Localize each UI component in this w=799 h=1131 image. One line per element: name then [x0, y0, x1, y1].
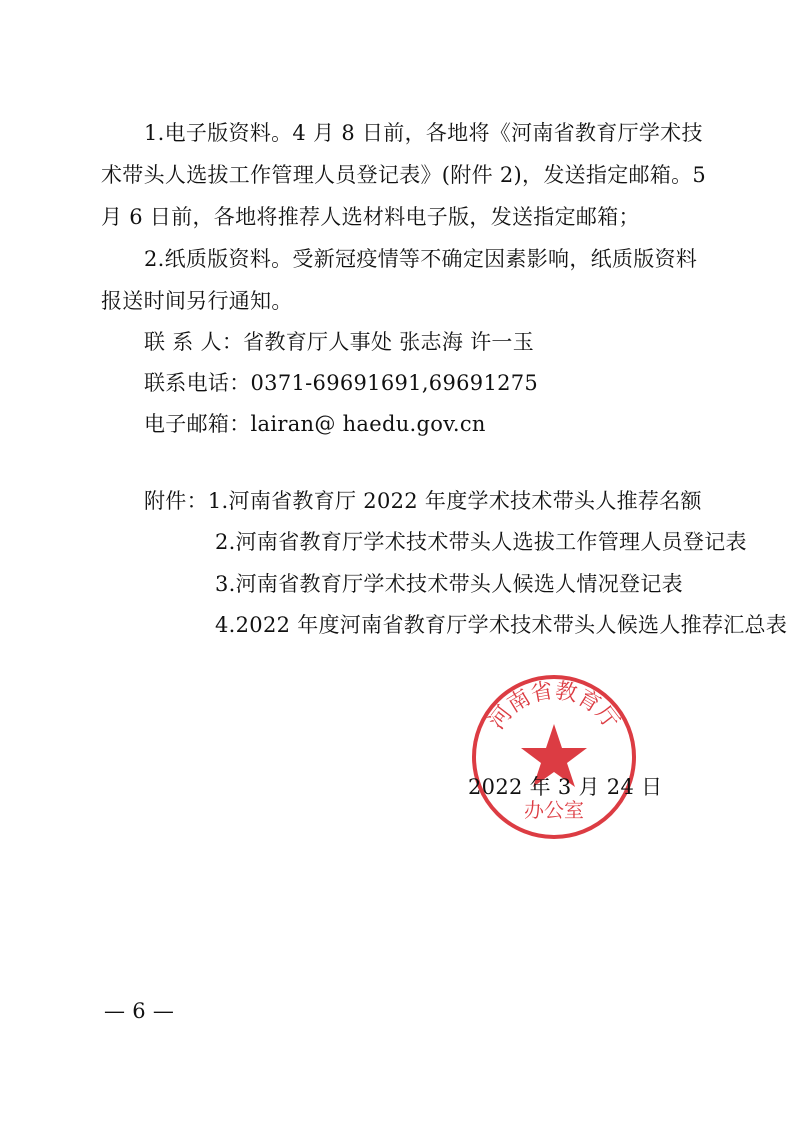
contact-phone: 联系电话：0371-69691691,69691275 [144, 371, 539, 395]
paragraph-2-line-2: 报送时间另行通知。 [101, 289, 293, 313]
attachment-item-1: 附件：1.河南省教育厅 2022 年度学术技术带头人推荐名额 [144, 489, 702, 513]
seal-bottom-text: 办公室 [524, 798, 584, 822]
page-number: — 6 — [104, 999, 175, 1023]
contact-email: 电子邮箱：lairan@ haedu.gov.cn [144, 412, 486, 436]
paragraph-1-line-3: 月 6 日前，各地将推荐人选材料电子版，发送指定邮箱； [101, 205, 640, 229]
paragraph-2-line-1: 2.纸质版资料。受新冠疫情等不确定因素影响，纸质版资料 [144, 247, 698, 271]
attachment-item-4: 4.2022 年度河南省教育厅学术技术带头人候选人推荐汇总表 [215, 613, 788, 637]
document-date: 2022 年 3 月 24 日 [468, 775, 663, 799]
paragraph-1-line-1: 1.电子版资料。4 月 8 日前，各地将《河南省教育厅学术技 [144, 121, 703, 145]
seal-arc-text: 河南省教育厅 [484, 678, 624, 735]
paragraph-1-line-2: 术带头人选拔工作管理人员登记表》(附件 2)，发送指定邮箱。5 [101, 163, 707, 187]
attachment-item-2: 2.河南省教育厅学术技术带头人选拔工作管理人员登记表 [215, 530, 747, 554]
attachment-item-3: 3.河南省教育厅学术技术带头人候选人情况登记表 [215, 572, 683, 596]
official-seal-icon [469, 672, 639, 842]
contact-person: 联 系 人：省教育厅人事处 张志海 许一玉 [144, 330, 534, 354]
